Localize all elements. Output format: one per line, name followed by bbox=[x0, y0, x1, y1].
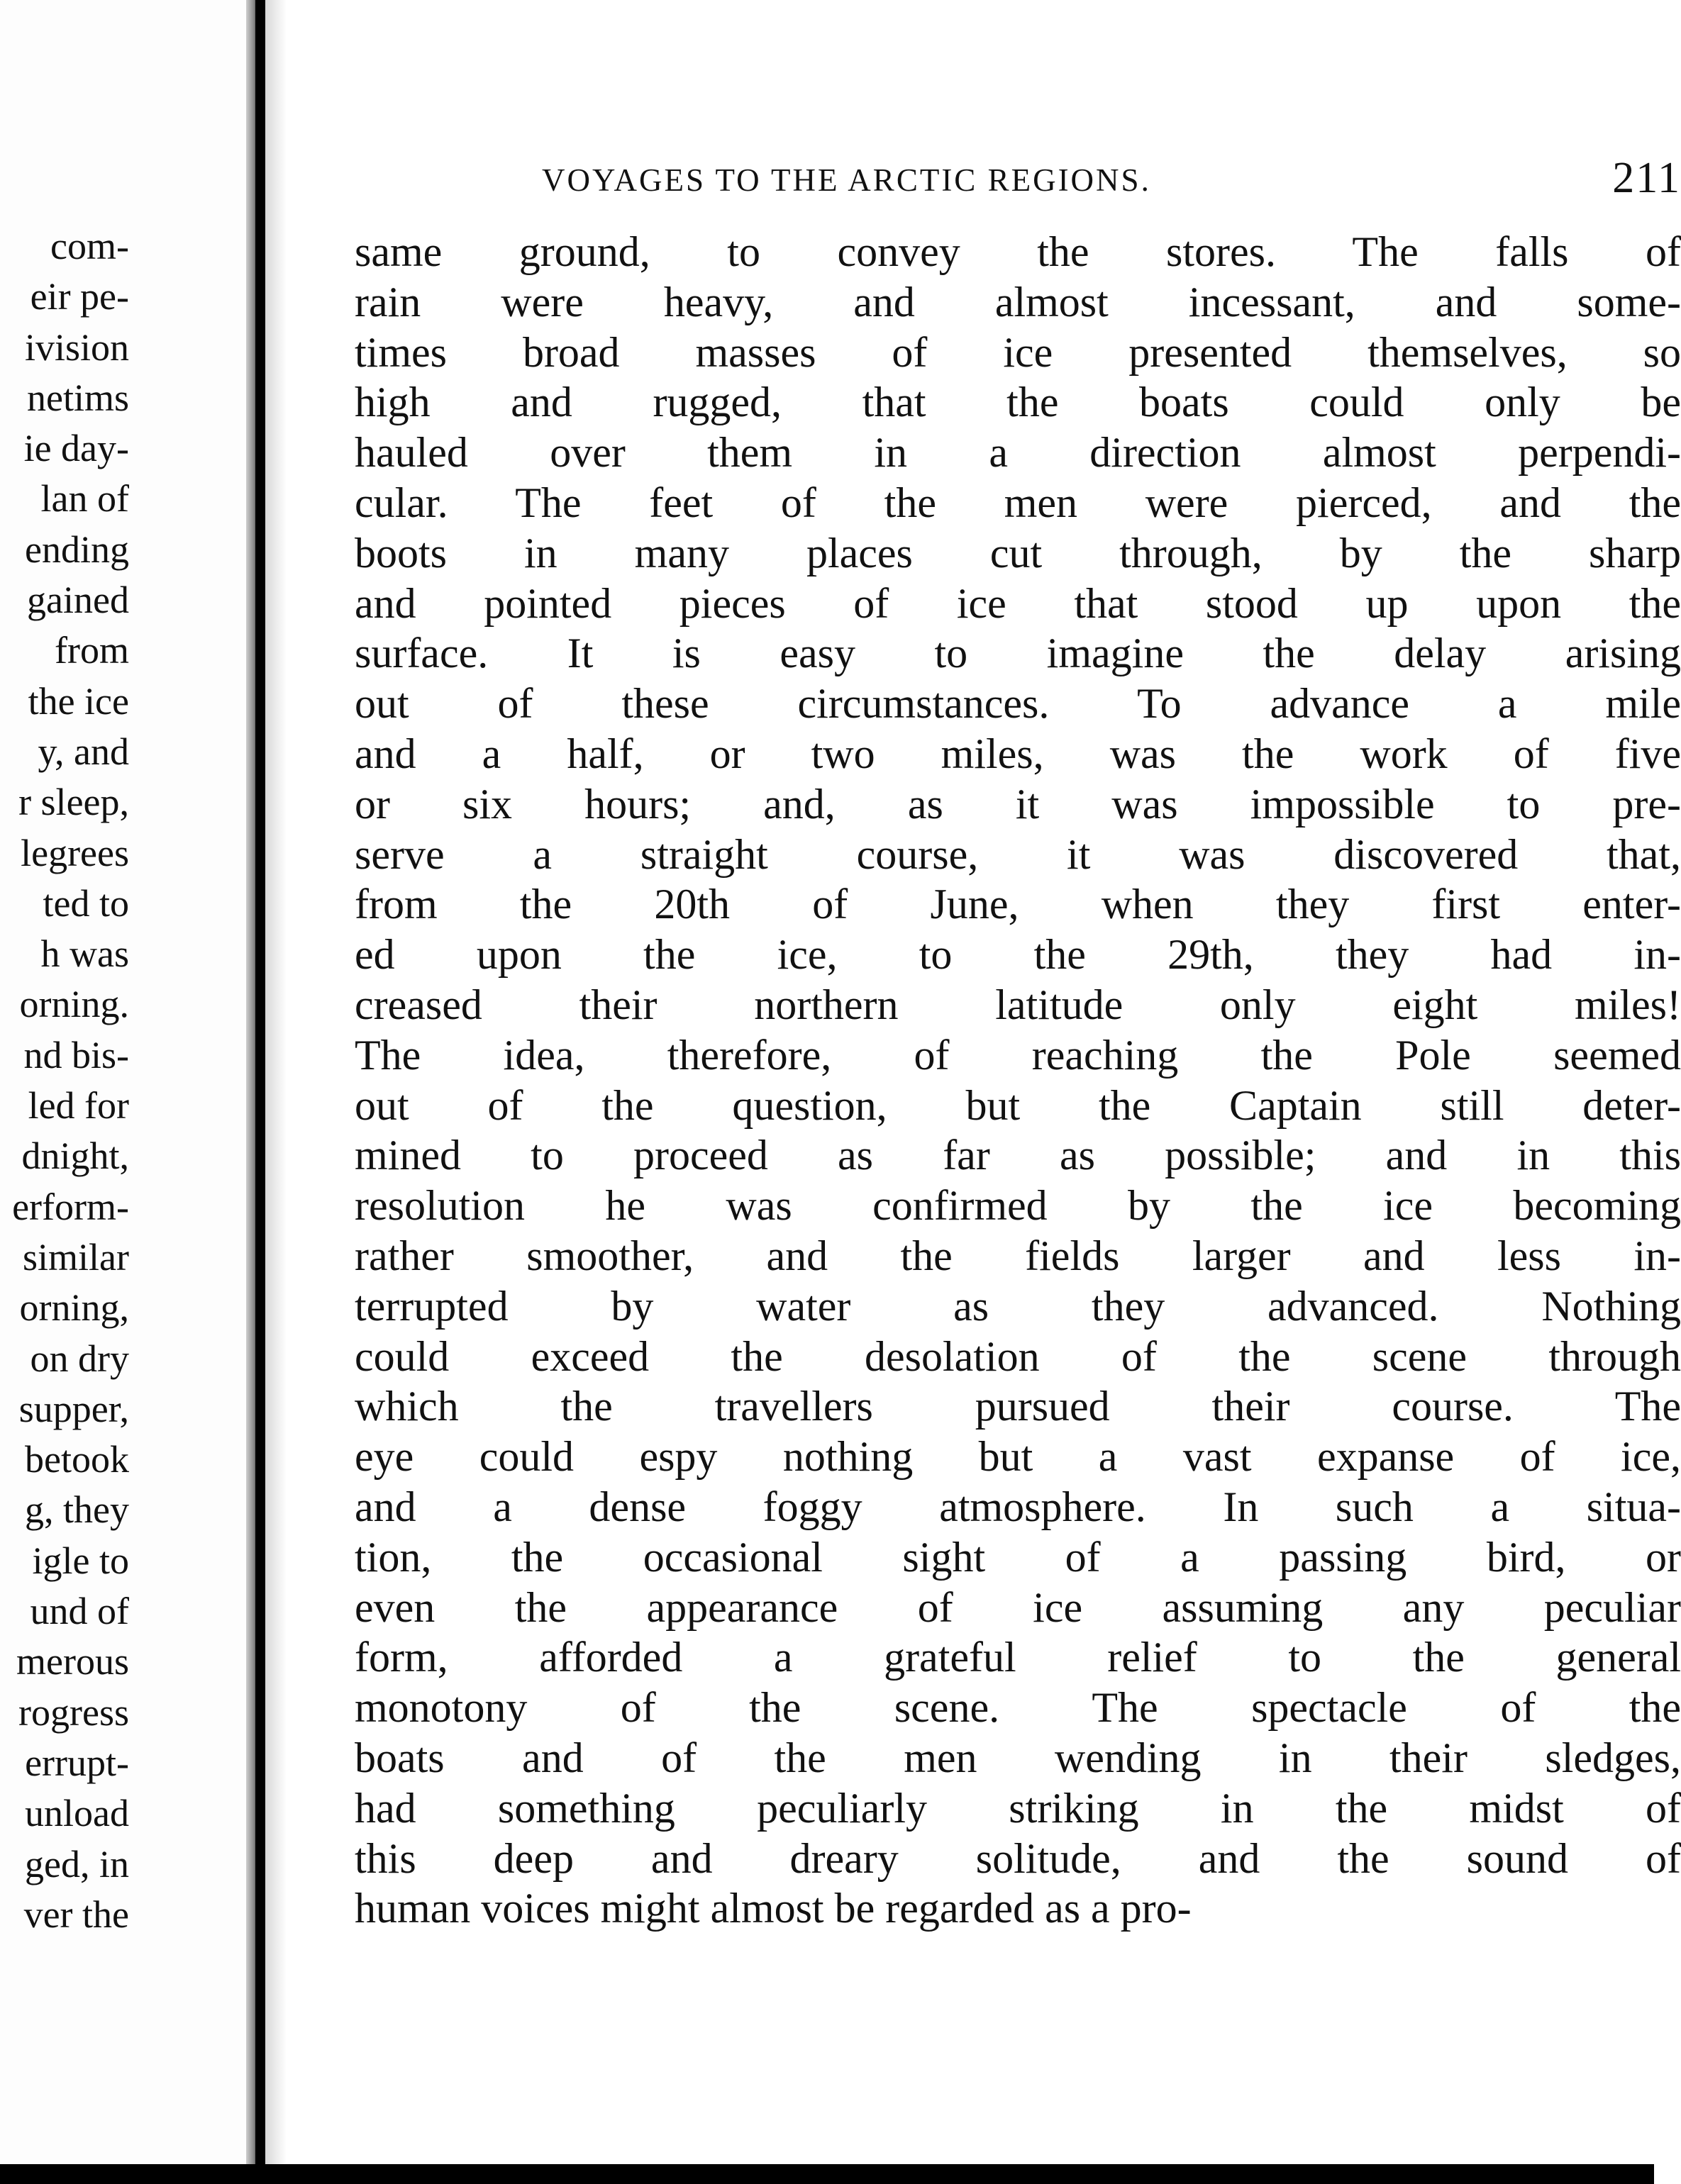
text-line: tion, the occasional sight of a passing bird, or bbox=[355, 1533, 1681, 1581]
facing-line: unload bbox=[25, 1792, 129, 1835]
text-line: rather smoother, and the fields larger and less in- bbox=[355, 1232, 1681, 1279]
facing-line: betook bbox=[25, 1438, 129, 1481]
text-line: from the 20th of June, when they first enter- bbox=[355, 881, 1681, 928]
text-line: out of these circumstances. To advance a mile bbox=[355, 680, 1681, 728]
facing-line: ivision bbox=[24, 325, 129, 369]
facing-line: ie day- bbox=[23, 427, 129, 470]
book-gutter bbox=[255, 0, 265, 2184]
text-line: ed upon the ice, to the 29th, they had in- bbox=[355, 931, 1681, 979]
facing-line: gained bbox=[27, 579, 129, 622]
text-line: and a dense foggy atmosphere. In such a situa- bbox=[355, 1483, 1681, 1530]
facing-page bbox=[0, 0, 262, 2184]
facing-line: orning. bbox=[19, 983, 129, 1026]
text-line: rain were heavy, and almost incessant, and some- bbox=[355, 278, 1681, 325]
facing-line: ged, in bbox=[25, 1842, 129, 1885]
facing-line: erform- bbox=[12, 1185, 129, 1228]
text-line: boots in many places cut through, by the sharp bbox=[355, 529, 1681, 576]
text-line: form, afforded a grateful relief to the general bbox=[355, 1634, 1681, 1681]
facing-line: und of bbox=[30, 1590, 129, 1633]
text-line: boats and of the men wending in their sledges, bbox=[355, 1734, 1681, 1781]
facing-line: y, and bbox=[38, 730, 129, 773]
text-line: even the appearance of ice assuming any peculiar bbox=[355, 1583, 1681, 1631]
body-text bbox=[355, 227, 1681, 1934]
text-line: human voices might almost be regarded as a pro- bbox=[355, 1885, 1192, 1932]
text-line: serve a straight course, it was discovered that, bbox=[355, 830, 1681, 878]
text-line: and pointed pieces of ice that stood up upon the bbox=[355, 579, 1681, 627]
scan-bottom-border bbox=[0, 2164, 1654, 2184]
facing-line: ver the bbox=[23, 1893, 129, 1936]
text-line: had something peculiarly striking in the midst of bbox=[355, 1784, 1681, 1832]
text-line: or six hours; and, as it was impossible to pre- bbox=[355, 780, 1681, 828]
text-line: surface. It is easy to imagine the delay arising bbox=[355, 630, 1681, 677]
text-line: cular. The feet of the men were pierced, and the bbox=[355, 479, 1681, 526]
text-line: mined to proceed as far as possible; and in this bbox=[355, 1132, 1681, 1179]
running-head bbox=[542, 154, 1681, 214]
text-line: hauled over them in a direction almost perpendi- bbox=[355, 429, 1681, 477]
facing-line: errupt- bbox=[25, 1741, 129, 1784]
facing-line: netims bbox=[27, 376, 129, 419]
text-line: and a half, or two miles, was the work of five bbox=[355, 730, 1681, 777]
text-line: high and rugged, that the boats could only be bbox=[355, 379, 1681, 426]
facing-line: rogress bbox=[18, 1690, 129, 1734]
running-head-title: VOYAGES TO THE ARCTIC REGIONS. bbox=[542, 162, 1151, 198]
facing-line: com- bbox=[50, 225, 129, 267]
facing-line: eir pe- bbox=[30, 275, 129, 318]
facing-line: ending bbox=[25, 528, 129, 571]
text-line: same ground, to convey the stores. The falls of bbox=[355, 228, 1681, 275]
text-line: monotony of the scene. The spectacle of the bbox=[355, 1684, 1681, 1732]
text-line: resolution he was confirmed by the ice becoming bbox=[355, 1182, 1681, 1230]
text-line: creased their northern latitude only eight miles! bbox=[355, 981, 1681, 1028]
facing-line: nd bis- bbox=[23, 1033, 129, 1076]
facing-line: the ice bbox=[28, 679, 129, 723]
text-line: The idea, therefore, of reaching the Pole seemed bbox=[355, 1031, 1681, 1079]
text-line: this deep and dreary solitude, and the sound of bbox=[355, 1834, 1681, 1882]
text-line: eye could espy nothing but a vast expanse of ice, bbox=[355, 1433, 1681, 1481]
facing-line: ted to bbox=[43, 881, 129, 925]
facing-line: legrees bbox=[21, 831, 129, 874]
facing-line: on dry bbox=[30, 1337, 129, 1380]
facing-line: merous bbox=[16, 1640, 129, 1683]
main-page bbox=[287, 0, 1681, 2184]
facing-page-text bbox=[0, 221, 129, 1940]
facing-line: dnight, bbox=[21, 1135, 129, 1178]
text-line: out of the question, but the Captain still deter- bbox=[355, 1081, 1681, 1129]
page-fold-shadow bbox=[265, 0, 287, 2184]
facing-line: similar bbox=[23, 1235, 129, 1278]
facing-line: orning, bbox=[19, 1286, 129, 1330]
text-line: which the travellers pursued their course. The bbox=[355, 1383, 1681, 1430]
facing-line: from bbox=[55, 629, 129, 672]
facing-line: lan of bbox=[40, 477, 129, 520]
text-line: times broad masses of ice presented themselves, so bbox=[355, 328, 1681, 376]
facing-line: led for bbox=[28, 1084, 129, 1127]
facing-line: igle to bbox=[32, 1539, 129, 1582]
text-line: terrupted by water as they advanced. Nothing bbox=[355, 1282, 1681, 1330]
facing-line: h was bbox=[40, 932, 129, 976]
facing-line: supper, bbox=[18, 1387, 129, 1430]
facing-line: g, they bbox=[25, 1488, 129, 1532]
text-line: could exceed the desolation of the scene through bbox=[355, 1332, 1681, 1380]
page-number: 211 bbox=[1612, 154, 1681, 202]
facing-line: r sleep, bbox=[18, 781, 129, 824]
